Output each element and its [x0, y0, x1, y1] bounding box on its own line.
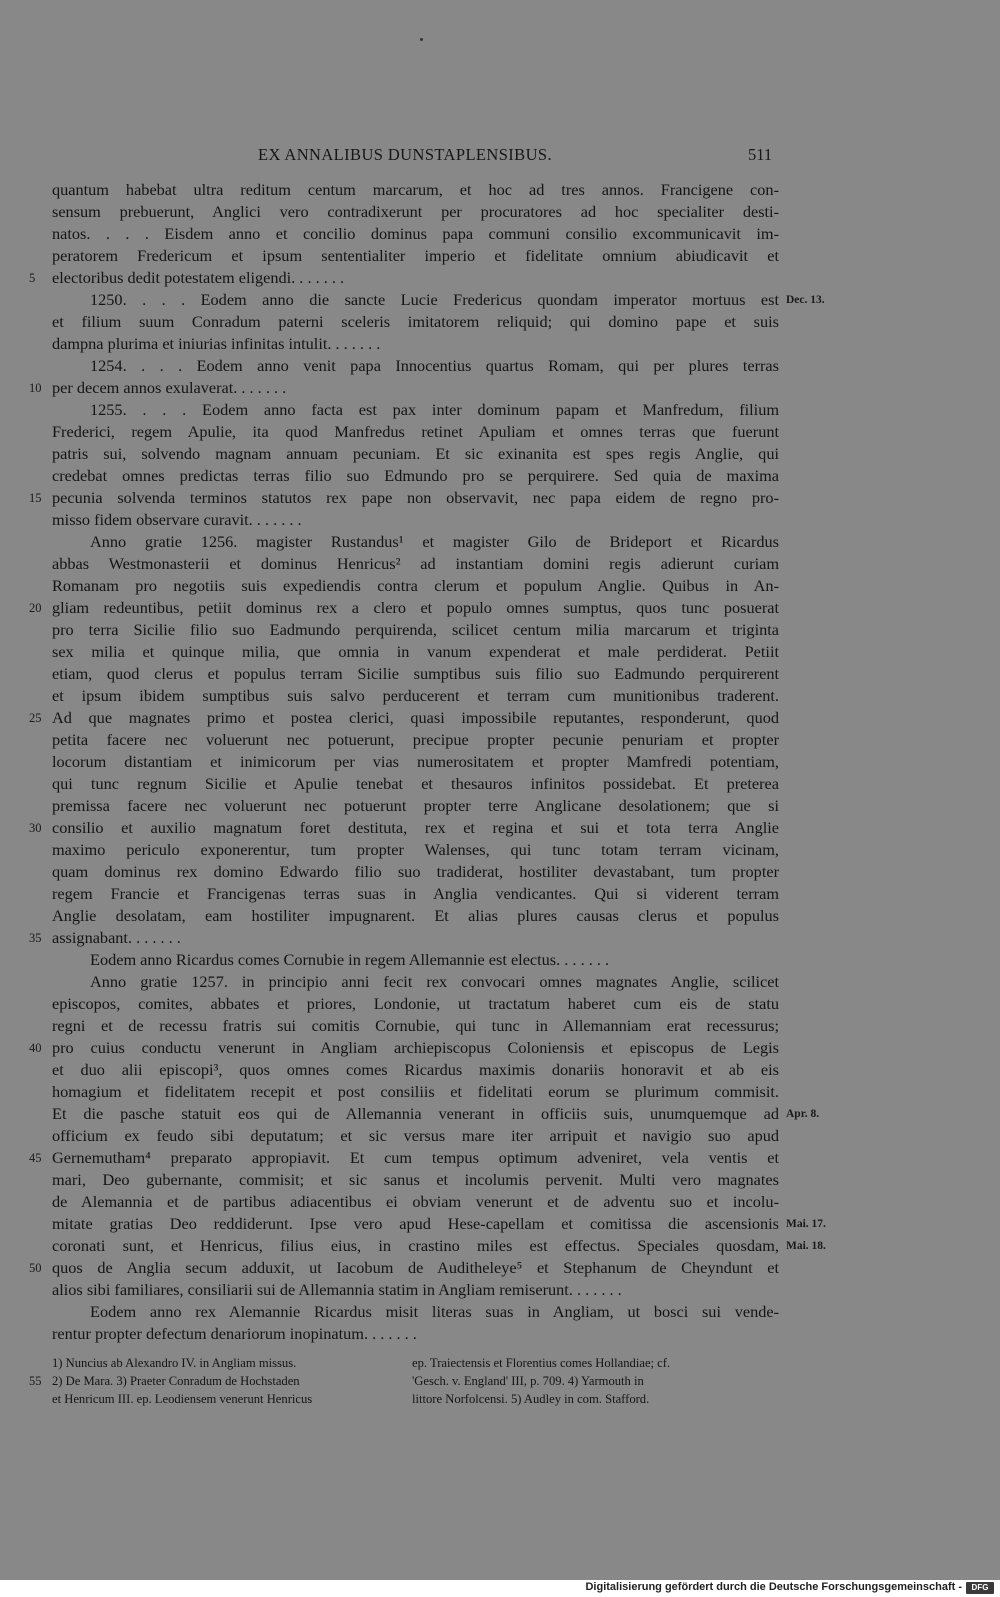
text-line: petita facere nec voluerunt nec potuerunt, precipue propter pecunie penuriam et propter — [52, 730, 779, 749]
text-line: quos de Anglia secum adduxit, ut Iacobum de Auditheleye⁵ et Stephanum de Cheyndunt et — [52, 1258, 779, 1277]
text-line: regni et de recessu fratris sui comitis Cornubie, qui tunc in Allemanniam erat recessurus; — [52, 1016, 779, 1035]
page-header — [0, 145, 1000, 167]
line-number: 25 — [29, 711, 42, 725]
text-line: regem Francie et Francigenas terras suas in Anglia vendicantes. Qui si viderent terram — [52, 884, 779, 903]
text-line: natos. . . . Eisdem anno et concilio dominus papa communi consilio excommunicavit im- — [52, 224, 779, 243]
text-line: consilio et auxilio magnatum foret destituta, rex et regina et sui et tota terra Anglie — [52, 818, 779, 837]
text-line: Eodem anno rex Alemannie Ricardus misit literas suas in Angliam, ut bosci sui vende- — [90, 1302, 779, 1321]
footnote-line: et Henricum III. ep. Leodiensem venerunt Henricus — [52, 1392, 313, 1406]
line-number: 40 — [29, 1041, 42, 1055]
scan-speck — [420, 38, 423, 41]
text-line: Ad que magnates primo et postea clerici, quasi impossibile reputantes, responderunt, quod — [52, 708, 779, 727]
text-line: pecunia solvenda terminos statutos rex pape non observavit, nec papa eidem de regno pro- — [52, 488, 779, 507]
line-number: 10 — [29, 381, 42, 395]
text-line: abbas Westmonasterii et dominus Henricus² ad instantiam domini regis adierunt curiam — [52, 554, 779, 573]
text-line: Anglie desolatam, eam hostiliter impugnarent. Et alias plures causas clerus et populus — [52, 906, 779, 925]
text-line: 1255. . . . Eodem anno facta est pax inter dominum papam et Manfredum, filium — [90, 400, 779, 419]
text-line: electoribus dedit potestatem eligendi. . . . . . . — [52, 268, 345, 287]
text-line: locorum distantiam et inimicorum per vias numerositatem et propter Mamfredi potentiam, — [52, 752, 779, 771]
text-line: et duo alii episcopi³, quos omnes comes Ricardus maximis donariis honoravit et ab eis — [52, 1060, 779, 1079]
text-line: misso fidem observare curavit. . . . . . . — [52, 510, 302, 529]
margin-date: Dec. 13. — [786, 294, 825, 306]
text-line: et filium suum Conradum paterni sceleris imitatorem reliquid; qui domino pape et suis — [52, 312, 779, 331]
line-number: 45 — [29, 1151, 42, 1165]
footnote-line-number: 55 — [29, 1374, 42, 1388]
text-line: 1250. . . . Eodem anno die sancte Lucie Fredericus quondam imperator mortuus est — [90, 290, 779, 309]
running-title: EX ANNALIBUS DUNSTAPLENSIBUS. — [258, 145, 553, 164]
text-line: homagium et fidelitatem recepit et post consiliis et fidelitati eorum se plurimum commisit. — [52, 1082, 779, 1101]
text-line: sex milia et quinque milia, que omnia in vanum expenderat et male perdiderat. Petiit — [52, 642, 779, 661]
line-number: 15 — [29, 491, 42, 505]
funding-credit: Digitalisierung gefördert durch die Deutsche Forschungsgemeinschaft - — [585, 1581, 962, 1593]
line-number: 20 — [29, 601, 42, 615]
dfg-logo: DFG — [966, 1582, 994, 1594]
text-line: etiam, quod clerus et populus terram Sicilie sumptibus suis filio suo Eadmundo perquirerent — [52, 664, 779, 683]
line-number: 30 — [29, 821, 42, 835]
text-line: mari, Deo gubernante, commisit; et sic sanus et incolumis pervenit. Multi vero magnates — [52, 1170, 779, 1189]
text-line: quam dominus rex domino Edwardo filio suo tradiderat, hostiliter devastabant, tum propter — [52, 862, 779, 881]
text-line: maximo periculo exponerentur, tum propter Walenses, qui tunc totam terram vicinam, — [52, 840, 779, 859]
footnote-line: 1) Nuncius ab Alexandro IV. in Angliam missus. — [52, 1356, 297, 1370]
margin-date: Mai. 18. — [786, 1240, 826, 1252]
line-number: 35 — [29, 931, 42, 945]
text-line: officium ex feudo sibi deputatum; et sic versus mare iter arripuit et navigio suo apud — [52, 1126, 779, 1145]
text-line: per decem annos exulaverat. . . . . . . — [52, 378, 287, 397]
text-line: 1254. . . . Eodem anno venit papa Innocentius quartus Romam, qui per plures terras — [90, 356, 779, 375]
text-line: Gernemutham⁴ preparato appropiavit. Et cum tempus optimum adveniret, vela ventis et — [52, 1148, 779, 1167]
footnote-line: littore Norfolcensi. 5) Audley in com. Stafford. — [412, 1392, 650, 1406]
margin-date: Apr. 8. — [786, 1108, 820, 1120]
margin-date: Mai. 17. — [786, 1218, 826, 1230]
text-line: de Alemannia et de partibus adiacentibus ei obviam venerunt et de adventu suo et incolu- — [52, 1192, 779, 1211]
text-line: episcopos, comites, abbates et priores, Londonie, ut tractatum haberet cum eis de statu — [52, 994, 779, 1013]
text-line: peratorem Fredericum et ipsum sententialiter imperio et fidelitate omnium abiudicavit et — [52, 246, 779, 265]
text-line: Et die pasche statuit eos qui de Allemannia venerant in officiis suis, unumquemque ad — [52, 1104, 779, 1123]
text-line: dampna plurima et iniurias infinitas intulit. . . . . . . — [52, 334, 381, 353]
text-line: quantum habebat ultra reditum centum marcarum, et hoc ad tres annos. Francigene con- — [52, 180, 779, 199]
line-number: 50 — [29, 1261, 42, 1275]
text-line: Eodem anno Ricardus comes Cornubie in regem Allemannie est electus. . . . . . . — [90, 950, 610, 969]
text-line: coronati sunt, et Henricus, filius eius, in crastino miles est effectus. Speciales quosdam, — [52, 1236, 779, 1255]
text-line: Anno gratie 1257. in principio anni fecit rex convocari omnes magnates Anglie, scilicet — [90, 972, 779, 991]
text-line: Anno gratie 1256. magister Rustandus¹ et magister Gilo de Brideport et Ricardus — [90, 532, 779, 551]
text-line: Romanam pro negotiis suis expediendis contra clerum et populum Anglie. Quibus in An- — [52, 576, 779, 595]
footnote-line: 'Gesch. v. England' III, p. 709. 4) Yarmouth in — [412, 1374, 644, 1388]
text-line: premissa facere nec voluerunt nec potuerunt propter terre Anglicane desolationem; que si — [52, 796, 779, 815]
text-line: alios sibi familiares, consiliarii sui de Allemannia statim in Angliam remiserunt. . . . . . . — [52, 1280, 622, 1299]
line-number: 5 — [29, 271, 36, 285]
text-line: patris sui, solvendo magnam annuam pecuniam. Et sic exinanita est spes regis Anglie, qui — [52, 444, 779, 463]
text-line: sensum prebuerunt, Anglici vero contradixerunt per procuratores ad hoc specialiter desti- — [52, 202, 779, 221]
text-line: rentur propter defectum denariorum inopinatum. . . . . . . — [52, 1324, 417, 1343]
text-line: qui tunc regnum Sicilie et Apulie tenebat et thesauros infinitos possidebat. Et preterea — [52, 774, 779, 793]
footnote-line: 2) De Mara. 3) Praeter Conradum de Hochstaden — [52, 1374, 300, 1388]
text-line: mitate gratias Deo reddiderunt. Ipse vero apud Hese-capellam et comitissa die ascensionis — [52, 1214, 779, 1233]
text-line: pro terra Sicilie filio suo Eadmundo perquirenda, scilicet centum milia marcarum et triginta — [52, 620, 779, 639]
text-line: assignabant. . . . . . . — [52, 928, 181, 947]
text-line: gliam redeuntibus, petiit dominus rex a clero et populo omnes sumptus, quos tunc posuerat — [52, 598, 779, 617]
text-line: Frederici, regem Apulie, ita quod Manfredus retinet Apuliam et omnes terras que fuerunt — [52, 422, 779, 441]
digitization-footer — [0, 1580, 1000, 1597]
text-line: credebat omnes predictas terras filio suo Edmundo pro se perquirere. Sed quia de maxima — [52, 466, 779, 485]
text-line: et ipsum ibidem sumptibus suis salvo perducerent et terram cum munitionibus traderent. — [52, 686, 779, 705]
footnote-line: ep. Traiectensis et Florentius comes Hollandiae; cf. — [412, 1356, 671, 1370]
text-line: pro cuius conductu venerunt in Angliam archiepiscopus Coloniensis et episcopus de Legis — [52, 1038, 779, 1057]
page-number: 511 — [748, 145, 773, 164]
